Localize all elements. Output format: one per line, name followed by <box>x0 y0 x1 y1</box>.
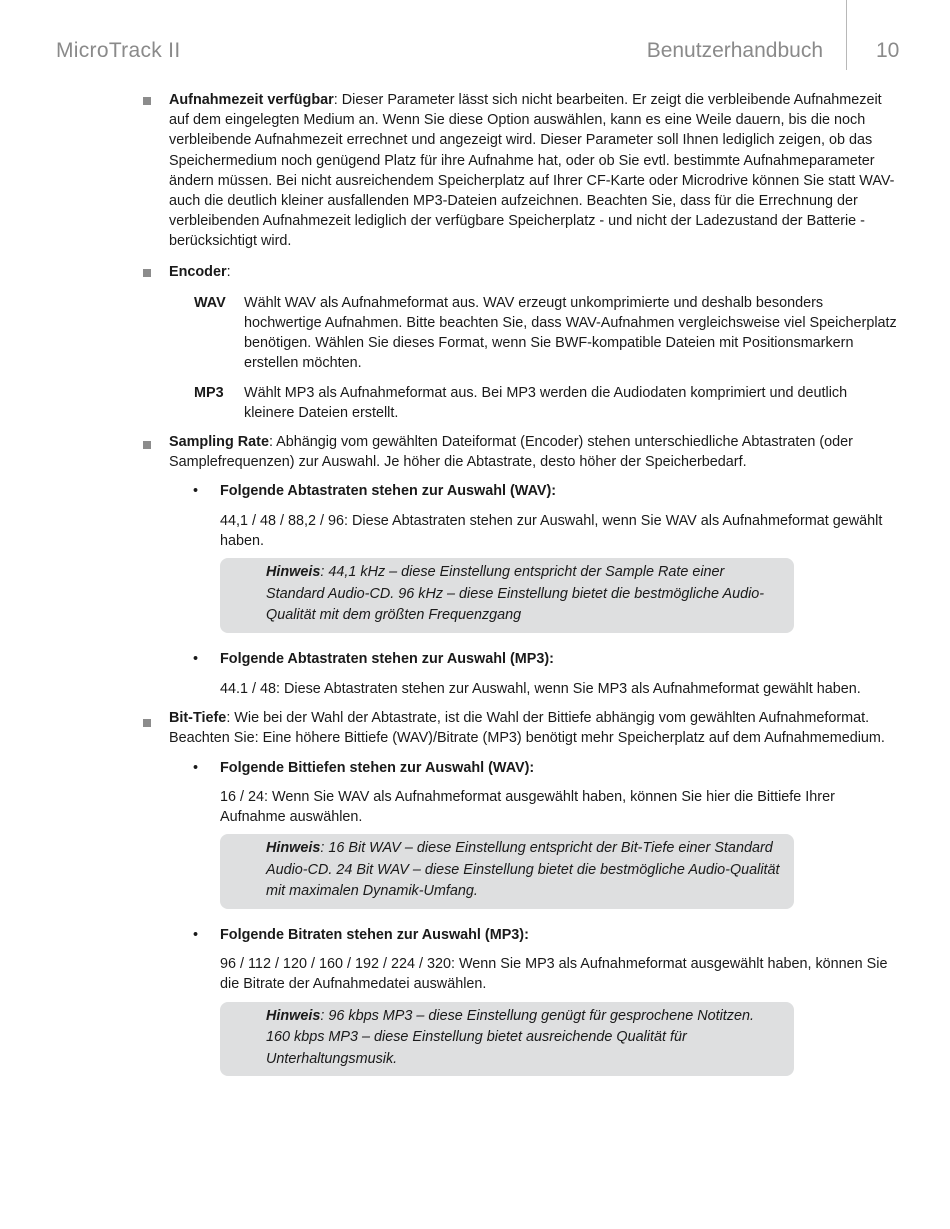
sampling-wav-note <box>220 558 794 633</box>
sampling-wav-heading: • Folgende Abtastraten stehen zur Auswahl (WAV): <box>220 481 900 501</box>
bittiefe-mp3-heading: • Folgende Bitraten stehen zur Auswahl (MP3): <box>220 925 900 945</box>
bittiefe-wav-note <box>220 834 794 909</box>
encoder-paragraph <box>169 262 899 282</box>
bullet-dot-icon: • <box>193 927 199 944</box>
encoder-option-wav <box>194 293 899 374</box>
aufnahmezeit-paragraph <box>169 90 899 252</box>
sampling-mp3-heading: • Folgende Abtastraten stehen zur Auswahl (MP3): <box>220 649 900 669</box>
note-text: : 96 kbps MP3 – diese Einstellung genügt für gesprochene Notitzen. 160 kbps MP3 – diese Einstellung bietet ausreichende Qualität für Unterhaltungsmusik. <box>266 1007 754 1067</box>
square-bullet-icon <box>143 269 151 277</box>
bittiefe-wav-text: 16 / 24: Wenn Sie WAV als Aufnahmeformat ausgewählt haben, können Sie hier die Bittiefe Ihrer Aufnahme auswählen. <box>220 788 835 826</box>
bittiefe-text: : Wie bei der Wahl der Abtastrate, ist die Wahl der Bittiefe abhängig vom gewählten Aufnahmeformat. Beachten Sie: Eine höhere Bittiefe (WAV)/Bitrate (MP3) benötigt mehr Speicherplatz auf dem Aufnahmemedium. <box>169 710 885 747</box>
encoder-option-text: Wählt WAV als Aufnahmeformat aus. WAV erzeugt unkomprimierte und deshalb besonders hochwertige Aufnahmen. Bitte beachten Sie, dass WAV-Aufnahmen vergleichsweise viel Speicherplatz benötigen. Wählen Sie dieses Format, wenn Sie BWF-kompatible Dateien mit Positionsmarkern erstellen möchten. <box>244 294 897 372</box>
sampling-wav-text: 44,1 / 48 / 88,2 / 96: Diese Abtastraten stehen zur Auswahl, wenn Sie WAV als Aufnahmeformat gewählt haben. <box>220 512 883 549</box>
bullet-dot-icon: • <box>193 759 199 776</box>
note-text: : 16 Bit WAV – diese Einstellung entspricht der Bit-Tiefe einer Standard Audio-CD. 24 Bit WAV – diese Einstellung bietet die bestmögliche Audio-Qualität mit maximalen Dynamik-Umfang. <box>266 840 780 900</box>
bullet-dot-icon: • <box>193 483 199 500</box>
bittiefe-term: Bit-Tiefe <box>169 710 227 727</box>
header-product: MicroTrack II <box>56 39 181 62</box>
sampling-paragraph <box>169 432 899 472</box>
bittiefe-mp3-note <box>220 1002 794 1077</box>
encoder-option-key: WAV <box>194 294 226 311</box>
encoder-text: : <box>226 263 231 280</box>
aufnahmezeit-term: Aufnahmezeit verfügbar <box>169 92 334 108</box>
page-content <box>0 90 950 1076</box>
encoder-option-key: MP3 <box>194 384 224 401</box>
note-label: Hinweis <box>266 840 321 857</box>
square-bullet-icon <box>143 97 151 105</box>
header-divider <box>846 0 847 70</box>
header-doc-title: Benutzerhandbuch <box>646 39 823 62</box>
bittiefe-mp3-text: 96 / 112 / 120 / 160 / 192 / 224 / 320: Wenn Sie MP3 als Aufnahmeformat ausgewählt haben, können Sie die Bitrate der Aufnahmedatei auswählen. <box>220 956 888 993</box>
encoder-option-text: Wählt MP3 als Aufnahmeformat aus. Bei MP3 werden die Audiodaten komprimiert und deutlich kleinere Dateien erstellt. <box>244 384 848 421</box>
sampling-mp3-text: 44.1 / 48: Diese Abtastraten stehen zur Auswahl, wenn Sie MP3 als Aufnahmeformat gewählt haben. <box>220 681 861 698</box>
page-number: 10 <box>876 39 900 62</box>
encoder-term: Encoder <box>169 263 227 280</box>
encoder-option-mp3 <box>194 383 899 423</box>
note-label: Hinweis <box>266 1007 321 1024</box>
square-bullet-icon <box>143 719 151 727</box>
bullet-dot-icon: • <box>193 650 199 667</box>
aufnahmezeit-text: : Dieser Parameter lässt sich nicht bearbeiten. Er zeigt die verbleibende Aufnahmezeit auf dem eingelegten Medium an. Wenn Sie diese Option auswählen, kann es eine Weile dauern, bis die noch verbleibende Aufnahmezeit errechnet und angezeigt wird. Dieser Parameter soll Ihnen lediglich zeigen, ob das Speichermedium noch genügend Platz für ihre Aufnahme hat, oder ob Sie evtl. bestimmte Aufnahmeparameter ändern müssen. Bei nicht ausreichendem Speicherplatz auf Ihrer CF-Karte oder Microdrive können Sie statt WAV- auch die deutlich kleiner ausfallenden MP3-Dateien aufzeichnen. Beachten Sie, dass für die Errechnung der verbleibenden Aufnahmezeit lediglich der verfügbare Speicherplatz - und nicht der Ladezustand der Batterie - berücksichtigt wird. <box>169 92 895 250</box>
note-text: : 44,1 kHz – diese Einstellung entspricht der Sample Rate einer Standard Audio-CD. 96 kHz – diese Einstellung bietet die bestmögliche Audio-Qualität mit dem größten Frequenzgang <box>266 564 765 624</box>
bittiefe-wav-heading: • Folgende Bittiefen stehen zur Auswahl (WAV): <box>220 758 900 778</box>
sampling-text: : Abhängig vom gewählten Dateiformat (Encoder) stehen unterschiedliche Abtastraten (oder Samplefrequenzen) zur Auswahl. Je höher die Abtastrate, desto höher der Speicherbedarf. <box>169 434 853 471</box>
note-label: Hinweis <box>266 564 321 581</box>
sampling-term: Sampling Rate <box>169 434 269 451</box>
bittiefe-paragraph <box>169 708 899 748</box>
square-bullet-icon <box>143 441 151 449</box>
